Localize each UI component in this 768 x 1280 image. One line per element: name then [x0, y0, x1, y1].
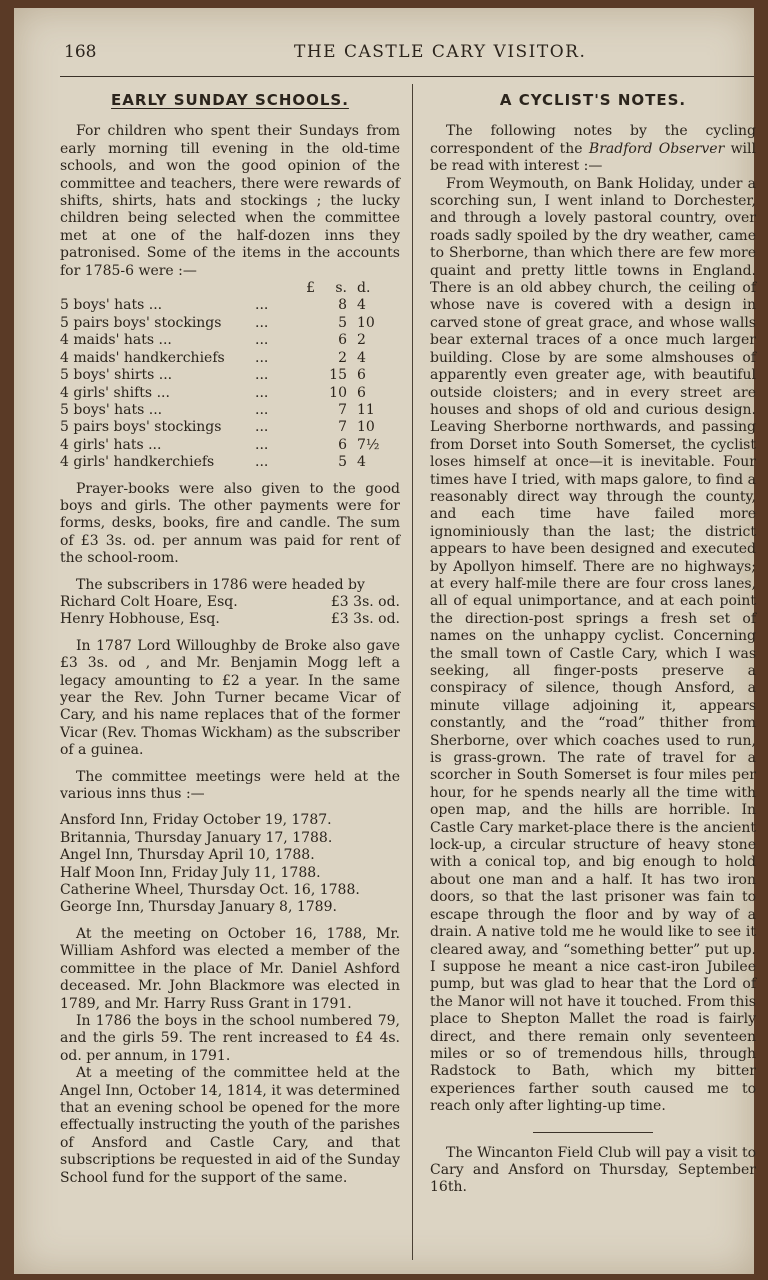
account-item: 5 pairs boys' stockings: [60, 419, 222, 436]
account-pence: 6: [357, 384, 366, 401]
article-heading: A CYCLIST'S NOTES.: [499, 91, 687, 109]
account-row: [60, 297, 385, 314]
account-item: 5 boys' hats ...: [60, 297, 163, 314]
subscribers-list: [60, 594, 400, 629]
account-row: [60, 332, 385, 349]
account-shillings: 10: [329, 384, 347, 401]
newspaper-name: Bradford Observer: [588, 140, 725, 157]
pounds-header: £: [306, 280, 315, 297]
account-shillings: 7: [338, 419, 347, 436]
account-pence: 11: [357, 401, 375, 418]
account-item: 4 maids' handkerchiefs: [60, 349, 225, 366]
account-row: [60, 402, 385, 419]
journal-title: THE CASTLE CARY VISITOR.: [294, 42, 587, 62]
section-rule: [533, 1132, 653, 1133]
account-dots: ...: [255, 384, 269, 401]
account-item: 5 pairs boys' stockings: [60, 314, 222, 331]
meeting-entry: Ansford Inn, Friday October 19, 1787.: [60, 812, 332, 829]
column-divider: [412, 84, 413, 1260]
page: [14, 8, 754, 1274]
account-shillings: 7: [338, 401, 347, 418]
account-dots: ...: [255, 436, 269, 453]
prayer-books-paragraph: Prayer-books were also given to the good boys and girls. The other payments were for forms, desks, books, fire and candle. The sum of £3 3s. od. per annum was paid for rent of the school-room.: [60, 480, 400, 567]
account-row: [60, 454, 385, 471]
article-cyclists-notes: [430, 92, 756, 1197]
account-item: 4 girls' shifts ...: [60, 384, 170, 401]
account-pence: 10: [357, 314, 375, 331]
account-dots: ...: [255, 332, 269, 349]
account-shillings: 6: [338, 332, 347, 349]
account-shillings: 6: [338, 436, 347, 453]
account-shillings: 8: [338, 297, 347, 314]
paragraph-1787: In 1787 Lord Willoughby de Broke also gave £3 3s. od , and Mr. Benjamin Mogg left a legacy amounting to £2 a year. In the same year the Rev. John Turner became Vicar of Cary, and his name replaces that of the former Vicar (Rev. Thomas Wickham) as the subscriber of a guinea.: [60, 637, 400, 759]
account-pence: 2: [357, 332, 366, 349]
pence-header: d.: [357, 280, 371, 297]
intro-paragraph: For children who spent their Sundays from early morning till evening in the old-time schools, and won the good opinion of the committee and teachers, there were rewards of shifts, shirts, hats and stockings ; the lucky children being selected when the committee met at one of the half-dozen inns they patronised. Some of the items in the accounts for 1785-6 were :—: [60, 123, 400, 279]
account-shillings: 15: [329, 367, 347, 384]
account-item: 4 girls' hats ...: [60, 436, 162, 453]
account-pence: 4: [357, 297, 366, 314]
account-dots: ...: [255, 297, 269, 314]
paragraph-1814: At a meeting of the committee held at the Angel Inn, October 14, 1814, it was determined that an evening school be opened for the more effectually instructing the youth of the parishes of Ansford and Castle Cary, and that subscriptions be requested in aid of the Sunday School fund for the support of the same.: [60, 1065, 400, 1186]
account-item: 5 boys' shirts ...: [60, 367, 173, 384]
account-shillings: 5: [338, 454, 347, 471]
account-pence: 4: [357, 454, 366, 471]
meeting-entry: Half Moon Inn, Friday July 11, 1788.: [60, 864, 321, 881]
accounts-body: [60, 297, 385, 471]
intro-paragraph: The following notes by the cycling correspondent of the Bradford Observer will be read with interest :—: [430, 123, 756, 175]
meeting-entry: Angel Inn, Thursday April 10, 1788.: [60, 847, 315, 864]
account-pence: 7½: [357, 436, 380, 453]
account-item: 4 girls' handkerchiefs: [60, 454, 215, 471]
account-shillings: 2: [338, 349, 347, 366]
account-item: 4 maids' hats ...: [60, 332, 172, 349]
subscribers-intro: The subscribers in 1786 were headed by: [76, 576, 365, 593]
account-dots: ...: [255, 401, 269, 418]
meeting-entry: George Inn, Thursday January 8, 1789.: [60, 899, 337, 916]
account-item: 5 boys' hats ...: [60, 401, 163, 418]
article-heading: EARLY SUNDAY SCHOOLS.: [111, 91, 349, 109]
field-club-notice: The Wincanton Field Club will pay a visit to Cary and Ansford on Thursday, September 16th.: [430, 1144, 756, 1196]
subscriber-row: Henry Hobhouse, Esq. £3 3s. od.: [60, 611, 400, 628]
header-rule: [60, 76, 754, 77]
meetings-intro: The committee meetings were held at the various inns thus :—: [60, 768, 400, 803]
meeting-entry: Britannia, Thursday January 17, 1788.: [60, 829, 333, 846]
account-shillings: 5: [338, 314, 347, 331]
accounts-header-row: [60, 280, 385, 297]
account-pence: 4: [357, 349, 366, 366]
article-early-sunday-schools: [60, 92, 400, 1187]
paragraph-1786-school: In 1786 the boys in the school numbered 79, and the girls 59. The rent increased to £4 4s. od. per annum, in 1791.: [60, 1012, 400, 1064]
meeting-entry: Catherine Wheel, Thursday Oct. 16, 1788.: [60, 882, 360, 899]
account-pence: 6: [357, 367, 366, 384]
body-paragraph: From Weymouth, on Bank Holiday, under a scorching sun, I went inland to Dorchester, and through a lovely pastoral country, over roads sadly spoiled by the dry weather, came to Sherborne, than which there are few more quaint and pretty little towns in England. There is an old abbey church, the ceiling of whose nave is covered with a design in carved stone of great grace, and whose walls bear external traces of a once much larger building. Close by are some almshouses of apparently even greater age, with beautiful outside cloisters; and in every street are houses and shops of old and curious design. Leaving Sherborne northwards, and passing from Dorset into South Somerset, the cyclist loses himself at once—it is inevitable. Four times have I tried, with maps galore, to find a reasonably direct way through the county, and each time have failed more ignominiously than the last; the district appears to have been designed and executed by Apollyon himself. There are no highways; at every half-mile there are four cross lanes, all of equal unimportance, and at each point the direction-post springs a fresh set of names on the unhappy cyclist. Concerning the small town of Castle Cary, which I was seeking, all finger-posts preserve a conspiracy of silence, though Ansford, a minute village adjoining it, appears constantly, and the “road” thither from Sherborne, over which coaches used to run, is grass-grown. The rate of travel for a scorcher in South Somerset is four miles per hour, for he spends nearly all the time with open map, and the hills are horrible. In Castle Cary market-place there is the ancient lock-up, a circular structure of heavy stone with a conical top, and big enough to hold about one man and a half. It has two iron doors, so that the last prisoner was fain to escape through the floor and by way of a drain. A native told me he would like to see it cleared away, and “something better” put up. I suppose he meant a nice cast-iron Jubilee pump, but was glad to hear that the Lord of the Manor will not have it touched. From this place to Shepton Mallet the road is fairly direct, and there remain only seventeen miles or so of tremendous hills, through Radstock to Bath, which my bitter experiences farther south caused me to reach only after lighting-up time.: [430, 175, 756, 1115]
account-row: [60, 419, 385, 436]
subscriber-row: Richard Colt Hoare, Esq. £3 3s. od.: [60, 593, 400, 610]
account-row: [60, 385, 385, 402]
account-dots: ...: [255, 454, 269, 471]
shillings-header: s.: [335, 280, 347, 297]
account-dots: ...: [255, 314, 269, 331]
running-head: [64, 42, 754, 66]
paragraph-1788: At the meeting on October 16, 1788, Mr. William Ashford was elected a member of the committee in the place of Mr. Daniel Ashford deceased. Mr. John Blackmore was elected in 1789, and Mr. Harry Russ Grant in 1791.: [60, 925, 400, 1012]
meetings-list: [60, 812, 400, 916]
account-row: [60, 315, 385, 332]
account-dots: ...: [255, 419, 269, 436]
account-dots: ...: [255, 367, 269, 384]
account-dots: ...: [255, 349, 269, 366]
account-row: [60, 367, 385, 384]
account-row: [60, 437, 385, 454]
account-pence: 10: [357, 419, 375, 436]
account-row: [60, 350, 385, 367]
page-number: 168: [64, 42, 97, 62]
accounts-table: [60, 280, 385, 471]
